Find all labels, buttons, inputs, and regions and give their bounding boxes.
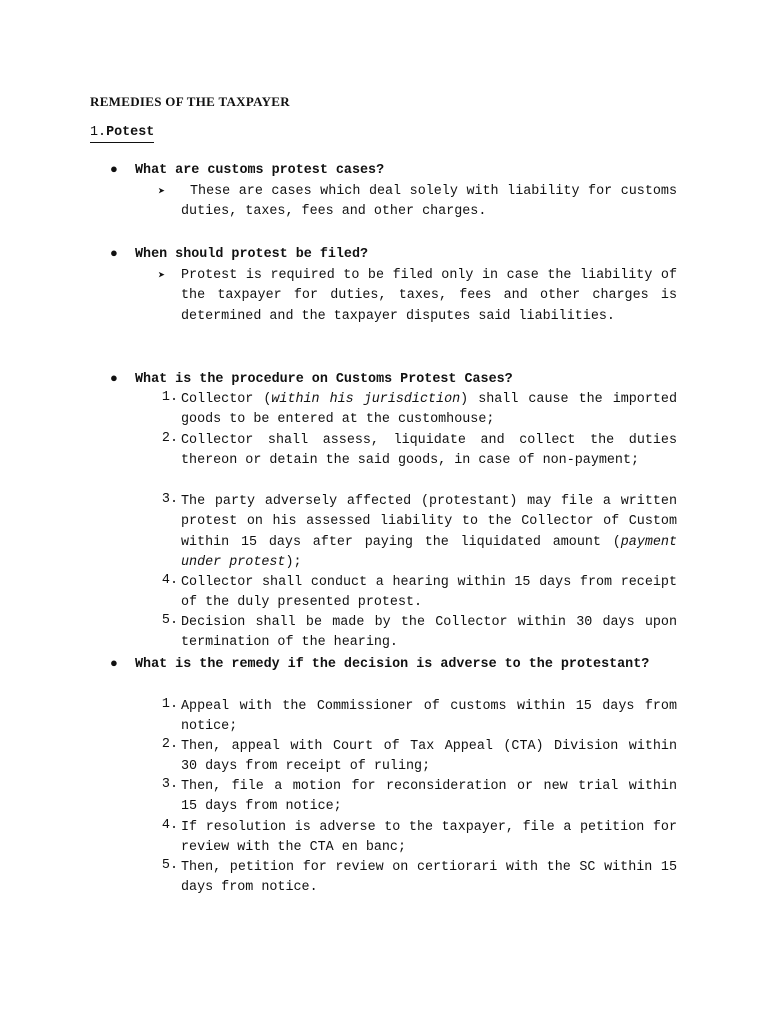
answer-2: Protest is required to be filed only in case the liability of the taxpayer for duties, taxes, fees and other charges is determined and the taxpayer disputes said liabilities. [181, 268, 677, 324]
step-text: Then, file a motion for reconsideration or new trial within 15 days from notice; [181, 779, 677, 815]
step-text: Collector ( [181, 392, 272, 407]
question-3: What is the procedure on Customs Protest Cases? [135, 372, 513, 387]
step-number: 5. [161, 613, 178, 628]
remedy-step-5 [181, 858, 677, 899]
remedy-step-1 [181, 697, 677, 738]
step-number: 5. [161, 858, 178, 873]
step-text: ) shall cause the imported goods to be entered at the customhouse; [181, 392, 677, 428]
step-text: Then, petition for review on certiorari with the SC within 15 days from notice. [181, 860, 677, 896]
step-emphasis: within his jurisdiction [271, 392, 461, 407]
step-text: Then, appeal with Court of Tax Appeal (CTA) Division within 30 days from receipt of ruling; [181, 739, 677, 775]
bullet-icon: ● [110, 371, 118, 386]
step-number: 1. [161, 390, 178, 405]
remedy-step-2 [181, 737, 677, 778]
step-emphasis: payment under protest [181, 534, 677, 570]
bullet-icon: ● [110, 656, 118, 671]
remedy-step-3 [181, 777, 677, 818]
document-title: REMEDIES OF THE TAXPAYER [90, 94, 290, 109]
bullet-icon: ● [110, 246, 118, 261]
arrow-bullet-icon: ➤ [158, 269, 166, 283]
section-label: Potest [106, 125, 155, 140]
procedure-step-3 [181, 492, 677, 573]
section-number: 1. [90, 125, 107, 140]
step-number: 3. [161, 492, 178, 507]
step-number: 3. [161, 777, 178, 792]
bullet-icon: ● [110, 162, 118, 177]
procedure-step-1 [181, 390, 677, 431]
step-text: If resolution is adverse to the taxpayer, file a petition for review with the CTA en banc; [181, 820, 677, 856]
step-text: Decision shall be made by the Collector within 30 days upon termination of the hearing. [181, 615, 677, 651]
step-number: 2. [161, 737, 178, 752]
step-text: Collector shall assess, liquidate and collect the duties thereon or detain the said goods, in case of non-payment; [181, 433, 677, 469]
step-text: The party adversely affected (protestant) may file a written protest on his assessed liability to the Collector of Custom within 15 days after paying the liquidated amount ( [181, 494, 677, 550]
question-1: What are customs protest cases? [135, 163, 385, 178]
step-text: Appeal with the Commissioner of customs within 15 days from notice; [181, 699, 677, 735]
procedure-step-5 [181, 613, 677, 654]
step-number: 1. [161, 697, 178, 712]
step-text: Collector shall conduct a hearing within 15 days from receipt of the duly presented protest. [181, 575, 677, 611]
step-number: 4. [161, 818, 178, 833]
procedure-step-2 [181, 431, 677, 472]
answer-1: These are cases which deal solely with liability for customs duties, taxes, fees and other charges. [181, 184, 677, 220]
question-4: What is the remedy if the decision is adverse to the protestant? [135, 657, 650, 672]
step-number: 2. [161, 431, 178, 446]
remedy-step-4 [181, 818, 677, 859]
section-heading [90, 125, 154, 143]
arrow-bullet-icon: ➤ [158, 185, 166, 199]
step-number: 4. [161, 573, 178, 588]
question-2: When should protest be filed? [135, 247, 369, 262]
procedure-step-4 [181, 573, 677, 614]
step-text: ); [285, 554, 302, 570]
